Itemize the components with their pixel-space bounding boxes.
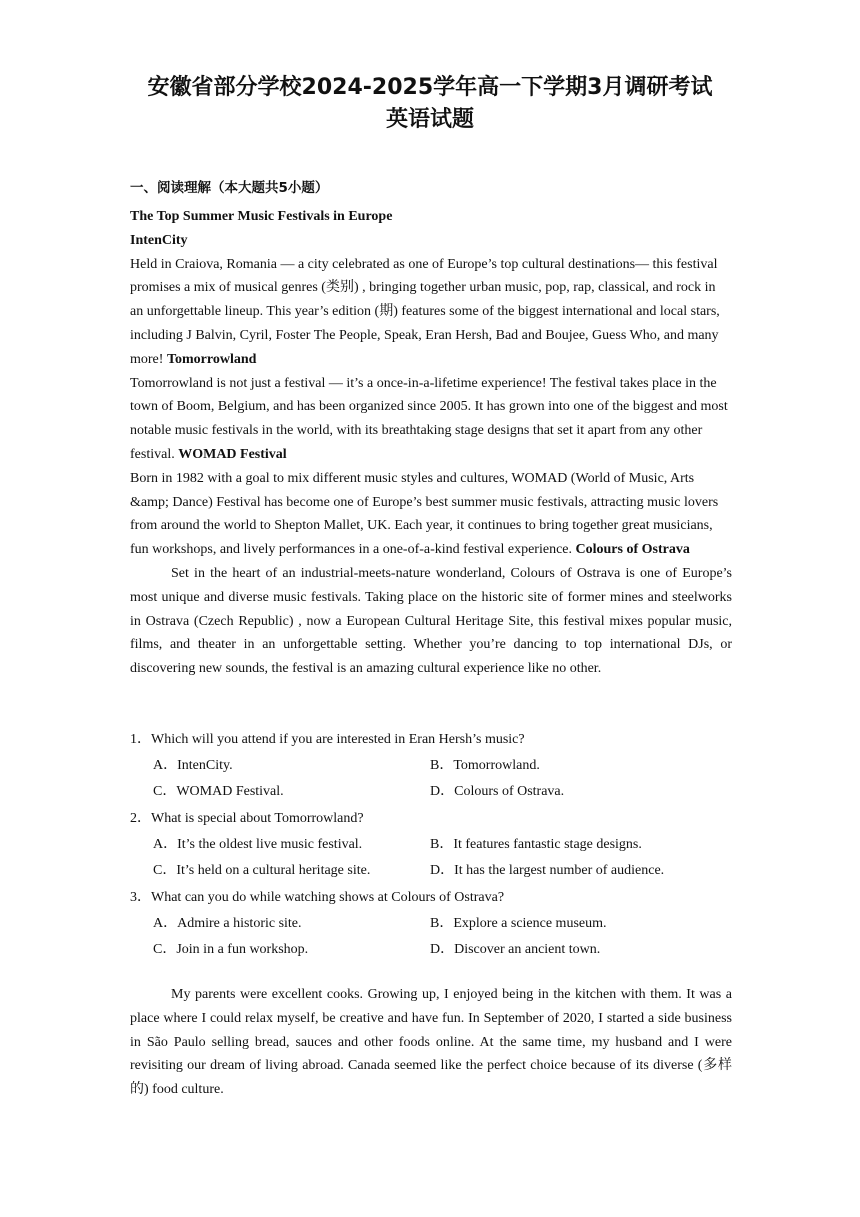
festival-text-womad: Born in 1982 with a goal to mix different music styles and cultures, WOMAD (World of Music, Arts &amp; Dance) Festival has become one of Europe’s best summer music festivals, attracting music lovers from around the world to Shepton Mallet, UK. Each year, it continues to bring together great musicians, fun workshops, and lively performances in a one-of-a-kind festival experience. [130,470,719,558]
question-stem: 2．What is special about Tomorrowland? [130,811,364,826]
option-c[interactable]: C．It’s held on a cultural heritage site. [153,863,371,878]
passage-heading: The Top Summer Music Festivals in Europe [130,209,393,224]
festival-paragraph-tomorrowland [130,372,732,467]
festival-name-ostrava: Colours of Ostrava [575,542,690,558]
festival-name-womad: WOMAD Festival [178,446,287,462]
option-b[interactable]: B．Explore a science museum. [430,916,607,931]
festival-text-tomorrowland: Tomorrowland is not just a festival — it’s a once-in-a-lifetime experience! The festival takes place in the town of Boom, Belgium, and has been organized since 2005. It has grown into one of the biggest and most notable music festivals in the world, with its breathtaking stage designs that set it apart from any other festival. [130,375,728,462]
document-subtitle: 英语试题 [385,107,474,132]
festival-paragraph-womad [130,467,732,562]
festival-paragraph-intencity [130,253,732,372]
document-title: 安徽省部分学校2024-2025学年高一下学期3月调研考试 [147,75,713,100]
question-stem: 1．Which will you attend if you are interested in Eran Hersh’s music? [130,732,525,747]
question-stem: 3．What can you do while watching shows at Colours of Ostrava? [130,890,505,905]
festival-text-intencity: Held in Craiova, Romania — a city celebrated as one of Europe’s top cultural destinations— this festival promises a mix of musical genres (类别) , bringing together urban music, pop, rap, classical, and rock in an unforgettable lineup. This year’s edition (期) features some of the biggest international and local stars, including J Balvin, Cyril, Foster The People, Speak, Eran Hersh, Bad and Boujee, Guess Who, and many more! [130,256,720,367]
option-a[interactable]: A．Admire a historic site. [153,916,302,931]
festival-name-tomorrowland: Tomorrowland [166,351,257,367]
festival-name-intencity: IntenCity [130,232,188,248]
option-c[interactable]: C．WOMAD Festival. [153,784,284,799]
passage-b: My parents were excellent cooks. Growing up, I enjoyed being in the kitchen with them. It was a place where I could relax myself, be creative and have fun. In September of 2020, I started a side business in São Paulo selling bread, sauces and other foods online. At the same time, my husband and I were revisiting our dream of living abroad. Canada seemed like the perfect choice because of its diverse (多样的) food culture. [130,987,732,1098]
option-a[interactable]: A．IntenCity. [153,758,233,773]
option-d[interactable]: D．It has the largest number of audience. [430,863,665,878]
option-c[interactable]: C．Join in a fun workshop. [153,942,309,957]
option-b[interactable]: B．It features fantastic stage designs. [430,837,642,852]
festival-text-ostrava: Set in the heart of an industrial-meets-nature wonderland, Colours of Ostrava is one of Europe’s most unique and diverse music festivals. Taking place on the historic site of former mines and steelworks in Ostrava (Czech Republic) , now a European Cultural Heritage Site, this festival mixes popular music, films, and theater in an unforgettable setting. Whether you’re dancing to top international DJs, or discovering new sounds, the festival is an amazing cultural experience like no other. [130,565,732,677]
option-b[interactable]: B．Tomorrowland. [430,758,540,773]
option-d[interactable]: D．Colours of Ostrava. [430,784,565,799]
option-d[interactable]: D．Discover an ancient town. [430,942,601,957]
section-heading: 一、阅读理解（本大题共5小题） [130,180,329,196]
option-a[interactable]: A．It’s the oldest live music festival. [153,837,363,852]
passage-a [130,205,732,681]
